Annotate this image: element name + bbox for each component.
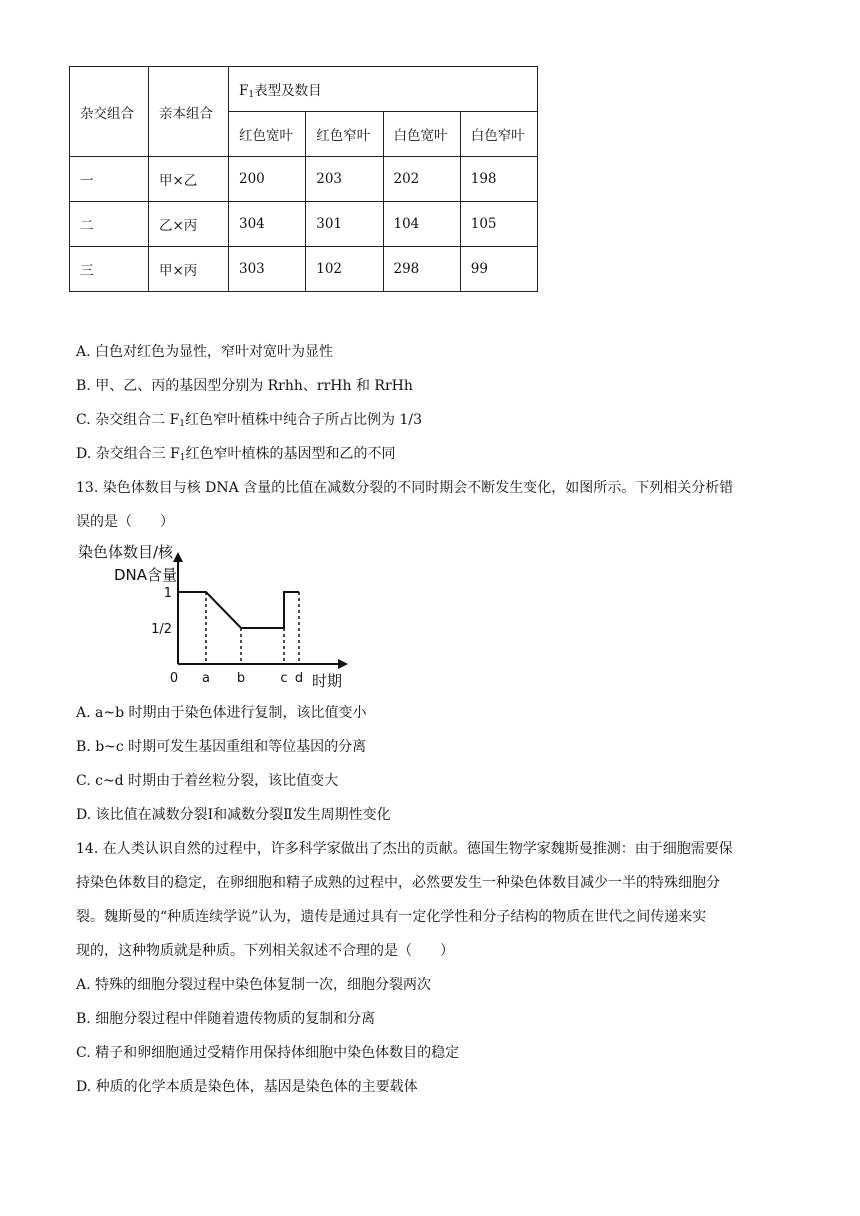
cell-value: 102	[306, 247, 383, 292]
q14-option-b: B. 细胞分裂过程中伴随着遗传物质的复制和分离	[76, 1011, 376, 1027]
q12-option-d: D. 杂交组合三 $F_1$红色窄叶植株的基因型和乙的不同	[76, 446, 396, 463]
x-tick-label: c	[280, 671, 288, 686]
cell-parents: 甲×丙	[149, 247, 229, 292]
header-f1: $F_1$表型及数目	[229, 67, 538, 112]
table-row	[70, 202, 538, 247]
cell-parents: 乙×丙	[149, 202, 229, 247]
x-axis-label: 时期	[312, 672, 343, 690]
y-tick-label: 1	[163, 586, 172, 601]
q12-option-c: C. 杂交组合二 $F_1$红色窄叶植株中纯合子所占比例为 1/3	[76, 412, 422, 429]
x-tick-label: 0	[169, 671, 179, 686]
chart-axes	[151, 552, 348, 686]
q14-option-c: C. 精子和卵细胞通过受精作用保持体细胞中染色体数目的稳定	[76, 1045, 460, 1061]
x-axis-arrow	[338, 659, 348, 669]
y-axis-label-line1: 染色体数目/核	[78, 543, 174, 561]
ratio-chart	[72, 540, 362, 696]
q13-option-a: A. a~b 时期由于染色体进行复制，该比值变小	[76, 705, 367, 721]
cell-value: 198	[460, 157, 537, 202]
q14-option-d: D. 种质的化学本质是染色体，基因是染色体的主要载体	[76, 1079, 418, 1095]
ratio-line	[178, 592, 299, 628]
q13-option-d: D. 该比值在减数分裂Ⅰ和减数分裂Ⅱ发生周期性变化	[76, 807, 391, 823]
table-row	[70, 247, 538, 292]
cell-value: 99	[460, 247, 537, 292]
q14-stem-line3: 裂。魏斯曼的“种质连续学说”认为，遗传是通过具有一定化学性和分子结构的物质在世代之间传递来实	[76, 909, 707, 925]
header-phenotype: 白色宽叶	[383, 112, 460, 157]
x-tick-label: d	[294, 671, 304, 686]
q12-option-a: A. 白色对红色为显性，窄叶对宽叶为显性	[76, 344, 334, 360]
x-tick-label: b	[236, 671, 246, 686]
q14-stem-line2: 持染色体数目的稳定，在卵细胞和精子成熟的过程中，必然要发生一种染色体数目减少一半的特殊细胞分	[76, 875, 720, 891]
q14-stem-line1: 14. 在人类认识自然的过程中，许多科学家做出了杰出的贡献。德国生物学家魏斯曼推测：由于细胞需要保	[76, 841, 733, 857]
q13-stem-line1: 13. 染色体数目与核 DNA 含量的比值在减数分裂的不同时期会不断发生变化，如图所示。下列相关分析错	[76, 480, 734, 496]
q12-option-b: B. 甲、乙、丙的基因型分别为 Rrhh、rrHh 和 RrHh	[76, 378, 413, 394]
y-axis-label-line2: DNA含量	[114, 566, 178, 584]
cell-value: 104	[383, 202, 460, 247]
header-parents: 亲本组合	[149, 67, 229, 157]
cell-value: 304	[229, 202, 306, 247]
y-tick-label: 1/2	[151, 622, 172, 637]
cell-value: 200	[229, 157, 306, 202]
cross-results-table	[69, 66, 538, 292]
y-axis-arrow	[173, 552, 183, 562]
cell-value: 203	[306, 157, 383, 202]
cell-parents: 甲×乙	[149, 157, 229, 202]
q14-option-a: A. 特殊的细胞分裂过程中染色体复制一次，细胞分裂两次	[76, 977, 432, 993]
cell-combo: 二	[70, 202, 149, 247]
header-phenotype: 红色宽叶	[229, 112, 306, 157]
header-phenotype: 白色窄叶	[460, 112, 537, 157]
cell-value: 105	[460, 202, 537, 247]
chart-marks	[178, 592, 299, 664]
q13-option-b: B. b~c 时期可发生基因重组和等位基因的分离	[76, 739, 367, 755]
cell-value: 202	[383, 157, 460, 202]
cell-value: 303	[229, 247, 306, 292]
q14-stem-line4: 现的，这种物质就是种质。下列相关叙述不合理的是（ ）	[76, 943, 454, 959]
cell-value: 301	[306, 202, 383, 247]
header-phenotype: 红色窄叶	[306, 112, 383, 157]
cell-value: 298	[383, 247, 460, 292]
q13-option-c: C. c~d 时期由于着丝粒分裂，该比值变大	[76, 773, 339, 789]
cell-combo: 一	[70, 157, 149, 202]
q13-stem-line2: 误的是（ ）	[76, 514, 174, 530]
cell-combo: 三	[70, 247, 149, 292]
x-tick-label: a	[202, 671, 210, 686]
header-combo: 杂交组合	[70, 67, 149, 157]
table-row	[70, 157, 538, 202]
